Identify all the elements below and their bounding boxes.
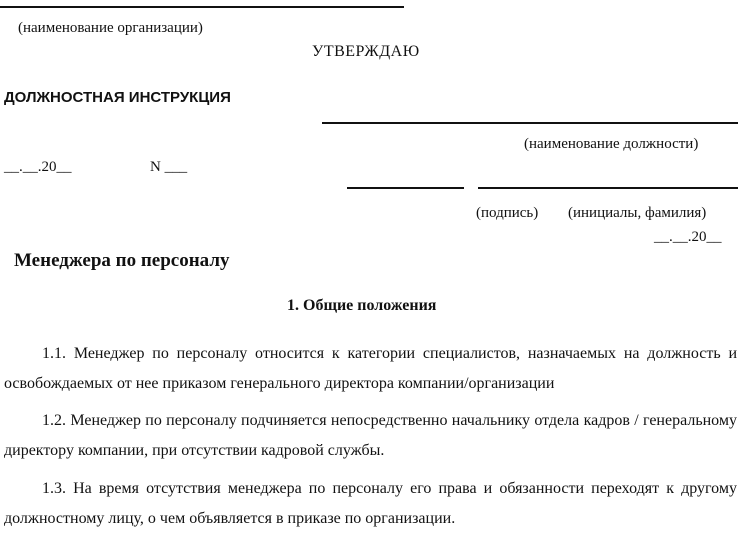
signature-line	[347, 187, 464, 189]
initials-line	[478, 187, 738, 189]
approval-date: __.__.20__	[654, 229, 722, 245]
organization-name-label: (наименование организации)	[18, 20, 203, 36]
signature-label: (подпись)	[476, 205, 539, 221]
paragraph-1-2	[4, 406, 737, 466]
position-name-line	[322, 122, 738, 124]
position-name-label: (наименование должности)	[524, 136, 699, 152]
paragraph-text: 1.3. На время отсутствия менеджера по персоналу его права и обязанности переходят к другому должностному лицу, о чем объявляется в приказе по организации.	[4, 480, 737, 527]
approve-heading: УТВЕРЖДАЮ	[312, 43, 420, 60]
paragraph-text: 1.1. Менеджер по персоналу относится к категории специалистов, назначаемых на должность и освобождаемых от нее приказом генерального директора компании/организации	[4, 345, 737, 392]
document-title: ДОЛЖНОСТНАЯ ИНСТРУКЦИЯ	[4, 89, 231, 106]
section-title: 1. Общие положения	[287, 297, 437, 314]
document-number: N ___	[150, 159, 188, 175]
initials-label: (инициалы, фамилия)	[568, 205, 707, 221]
position-title: Менеджера по персоналу	[14, 250, 230, 271]
paragraph-1-1	[4, 339, 737, 399]
paragraph-1-3	[4, 474, 737, 534]
organization-name-line	[0, 6, 404, 8]
paragraph-text: 1.2. Менеджер по персоналу подчиняется непосредственно начальнику отдела кадров / генеральному директору компании, при отсутствии кадровой службы.	[4, 412, 737, 459]
document-date: __.__.20__	[4, 159, 72, 175]
